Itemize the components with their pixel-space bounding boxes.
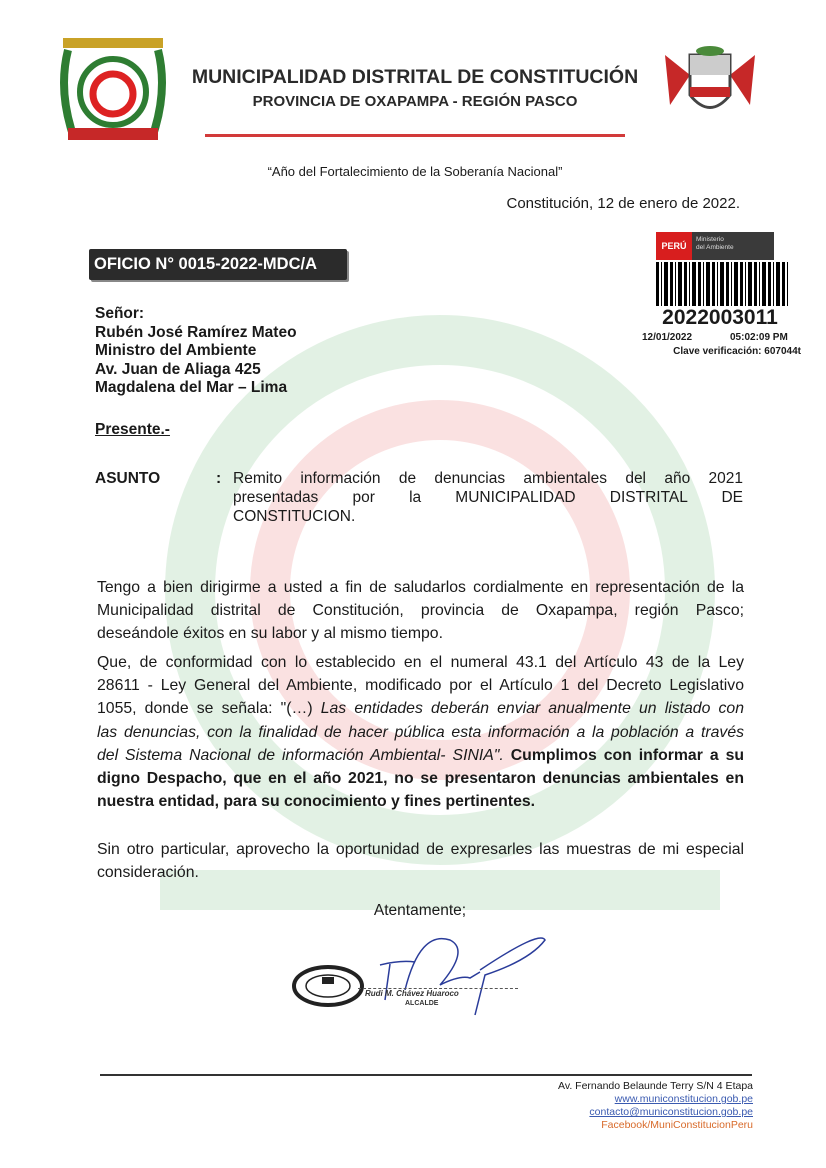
ministry-name: Ministerio del Ambiente xyxy=(696,236,734,251)
oficio-number: OFICIO N° 0015-2022-MDC/A xyxy=(89,249,347,280)
peru-coat-of-arms xyxy=(660,45,760,127)
quote-segment: Las entidades deberán enviar anualmente un listado con xyxy=(320,700,744,718)
presente-label: Presente.- xyxy=(95,421,170,438)
footer-facebook: Facebook/MuniConstitucionPeru xyxy=(601,1119,753,1131)
ministry-logo xyxy=(656,232,774,260)
paragraph-line: Sin otro particular, aprovecho la oportunidad de expresarles las muestras de mi especial xyxy=(97,841,744,858)
year-motto: “Año del Fortalecimiento de la Soberanía Nacional” xyxy=(267,164,563,179)
paragraph-line: Municipalidad distrital de Constitución, provincia de Oxapampa, región Pasco; xyxy=(97,602,744,620)
paragraph-line: deseándole éxitos en su labor y al mismo tiempo. xyxy=(97,625,443,643)
peru-label: PERÚ xyxy=(656,232,692,260)
footer-email-link[interactable]: contacto@municonstitucion.gob.pe xyxy=(589,1106,753,1118)
subject-line: presentadas por la MUNICIPALIDAD DISTRITAL DE xyxy=(233,489,743,506)
paragraph-line: Que, de conformidad con lo establecido en el numeral 43.1 del Artículo 43 de la Ley xyxy=(97,654,744,671)
paragraph-line: nuestra entidad, para su conocimiento y fines pertinentes. xyxy=(97,793,536,811)
recipient-salutation: Señor: xyxy=(95,305,145,322)
registration-date: 12/01/2022 xyxy=(642,332,693,343)
municipal-logo xyxy=(58,30,168,148)
mayor-seal xyxy=(292,965,364,1007)
paragraph-line: Tengo a bien dirigirme a usted a fin de saludarlos cordialmente en representación de la xyxy=(97,579,744,596)
recipient-title: Ministro del Ambiente xyxy=(95,342,257,360)
registration-number: 2022003011 xyxy=(662,306,778,329)
barcode xyxy=(656,262,788,306)
header-divider xyxy=(205,134,625,137)
registration-time: 05:02:09 PM xyxy=(730,332,788,343)
paragraph-line xyxy=(97,744,744,767)
paragraph-line: consideración. xyxy=(97,864,199,882)
paragraph-greeting xyxy=(97,576,744,646)
paragraph-line xyxy=(97,697,744,720)
signer-name: Rudi M. Chávez Huaroco xyxy=(365,989,459,998)
signature xyxy=(360,920,560,1020)
footer-address: Av. Fernando Belaunde Terry S/N 4 Etapa xyxy=(558,1080,753,1092)
subject-line: CONSTITUCION. xyxy=(233,508,356,525)
signer-role: ALCALDE xyxy=(405,1000,439,1007)
text-segment: 1055, donde se señala: "(…) xyxy=(97,700,321,718)
subject-line: Remito información de denuncias ambientales del año 2021 xyxy=(233,470,743,487)
institution-subtitle: PROVINCIA DE OXAPAMPA - REGIÓN PASCO xyxy=(252,93,578,110)
document-date: Constitución, 12 de enero de 2022. xyxy=(506,195,740,212)
verification-key: Clave verificación: 607044t xyxy=(673,346,801,357)
paragraph-closing xyxy=(97,838,744,884)
subject-colon: : xyxy=(216,470,222,487)
paragraph-legal-basis xyxy=(97,651,744,813)
recipient-name: Rubén José Ramírez Mateo xyxy=(95,323,297,341)
subject-text xyxy=(233,469,743,526)
footer-divider xyxy=(100,1074,752,1076)
reception-stamp xyxy=(640,232,805,362)
recipient-address: Av. Juan de Aliaga 425 xyxy=(95,360,261,378)
quote-segment: del Sistema Nacional de información Ambiental- SINIA". xyxy=(97,746,504,764)
bold-segment: Cumplimos con informar a su xyxy=(503,746,745,764)
paragraph-line: las denuncias, con la finalidad de hacer pública esta información a la población a través xyxy=(97,723,744,741)
subject-label: ASUNTO xyxy=(95,470,161,487)
paragraph-line: digno Despacho, que en el año 2021, no se presentaron denuncias ambientales en xyxy=(97,770,744,788)
recipient-city: Magdalena del Mar – Lima xyxy=(95,379,288,397)
closing-salutation: Atentamente; xyxy=(373,902,467,919)
paragraph-line: 28611 - Ley General del Ambiente, modificado por el Artículo 1 del Decreto Legislativo xyxy=(97,677,744,695)
footer-website-link[interactable]: www.municonstitucion.gob.pe xyxy=(614,1093,753,1105)
institution-title: MUNICIPALIDAD DISTRITAL DE CONSTITUCIÓN xyxy=(191,66,639,88)
recipient-block xyxy=(95,305,297,398)
